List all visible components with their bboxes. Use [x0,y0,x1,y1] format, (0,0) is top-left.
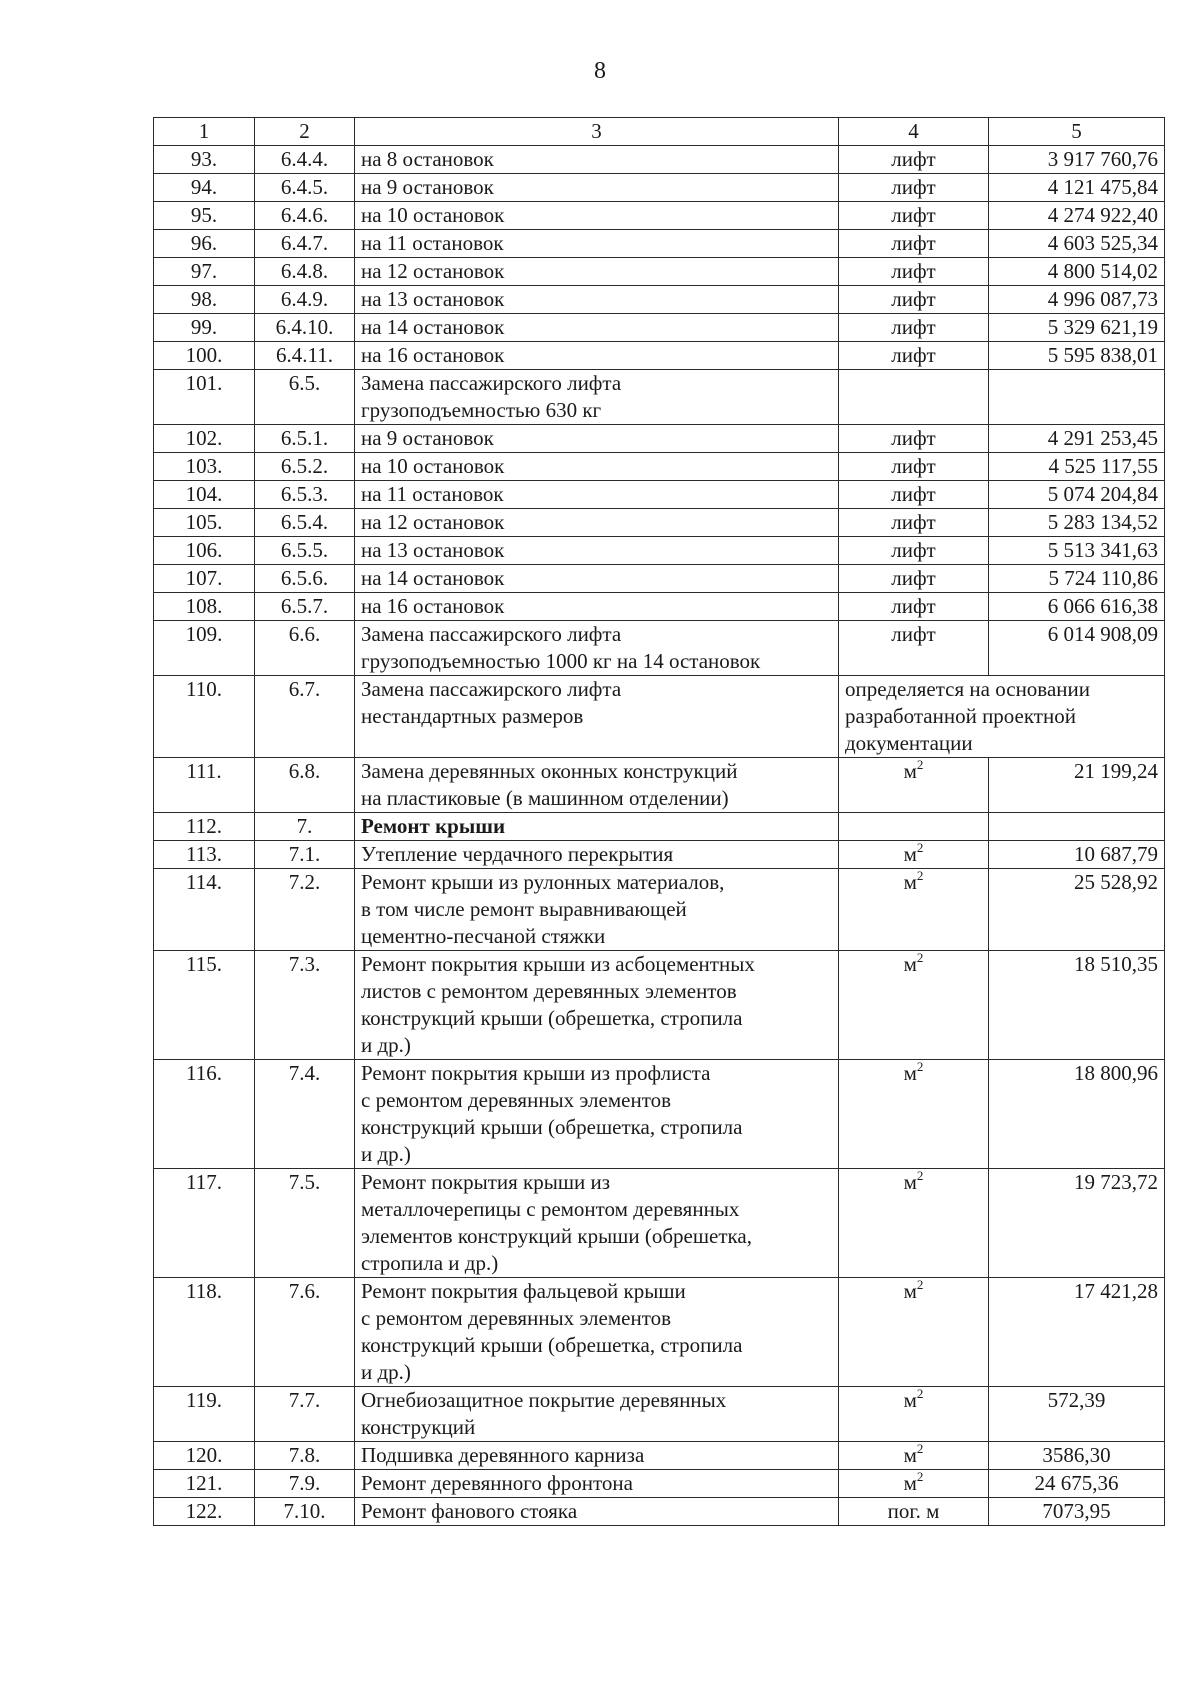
unit-of-measure: лифт [891,482,936,506]
unit-price: 25 528,92 [989,869,1165,951]
unit-of-measure: лифт [891,594,936,618]
work-description [355,314,839,342]
item-code: 6.8. [255,758,355,813]
table-row [154,813,1165,841]
unit-of-measure: м [903,1443,917,1467]
unit-cell [839,565,989,593]
cost-note [839,676,1165,758]
unit-price: 21 199,24 [989,758,1165,813]
table-row [154,951,1165,1060]
work-description-text: на 11 остановок [361,482,504,506]
table-row [154,202,1165,230]
row-number: 97. [154,258,255,286]
table-row [154,314,1165,342]
table-header-row [154,118,1165,146]
work-description-text: Подшивка деревянного карниза [361,1443,645,1467]
item-code: 6.5.3. [255,481,355,509]
unit-of-measure: лифт [891,259,936,283]
unit-of-measure: лифт [891,287,936,311]
unit-price: 5 724 110,86 [989,565,1165,593]
row-number: 104. [154,481,255,509]
unit-price: 5 595 838,01 [989,342,1165,370]
work-description [355,951,839,1060]
work-description [355,1470,839,1498]
table-row [154,1060,1165,1169]
work-description [355,1442,839,1470]
page-number: 8 [594,58,606,84]
work-description [355,425,839,453]
work-description-text: на 10 остановок [361,203,505,227]
work-description [355,676,839,758]
item-code: 6.4.10. [255,314,355,342]
item-code: 6.4.6. [255,202,355,230]
unit-exponent: 2 [916,1386,924,1401]
row-number: 112. [154,813,255,841]
unit-price: 10 687,79 [989,841,1165,869]
work-description [355,758,839,813]
table-row [154,453,1165,481]
table-row [154,258,1165,286]
table-row [154,676,1165,758]
unit-price: 4 291 253,45 [989,425,1165,453]
unit-of-measure: лифт [891,566,936,590]
work-description-text: на 8 остановок [361,147,494,171]
unit-price: 5 329 621,19 [989,314,1165,342]
work-description-text: на 14 остановок [361,315,505,339]
work-description [355,593,839,621]
unit-cell [839,1060,989,1169]
unit-price: 4 525 117,55 [989,453,1165,481]
price-table [153,117,1165,1526]
unit-price: 5 074 204,84 [989,481,1165,509]
work-description [355,342,839,370]
table-row [154,1442,1165,1470]
unit-of-measure: м [903,1471,917,1495]
work-description [355,202,839,230]
table-row [154,1470,1165,1498]
table-row [154,342,1165,370]
item-code: 6.4.8. [255,258,355,286]
table-row [154,758,1165,813]
item-code: 7.4. [255,1060,355,1169]
work-description-text: Ремонт покрытия крыши из металлочерепицы с ремонтом деревянных элементов конструкций крыши (обрешетка, стропила и др.) [361,1170,752,1275]
item-code: 6.5. [255,370,355,425]
work-description-text: Ремонт покрытия фальцевой крыши с ремонтом деревянных элементов конструкций крыши (обрешетка, стропила и др.) [361,1279,743,1384]
unit-price: 5 283 134,52 [989,509,1165,537]
work-description-text: на 16 остановок [361,343,505,367]
work-description [355,509,839,537]
unit-cell [839,758,989,813]
row-number: 99. [154,314,255,342]
unit-cell [839,951,989,1060]
row-number: 107. [154,565,255,593]
unit-cell [839,813,989,841]
unit-of-measure: лифт [891,147,936,171]
unit-cell [839,509,989,537]
work-description [355,841,839,869]
unit-price: 4 121 475,84 [989,174,1165,202]
unit-of-measure: лифт [891,175,936,199]
item-code: 7.9. [255,1470,355,1498]
row-number: 118. [154,1278,255,1387]
item-code: 6.4.11. [255,342,355,370]
unit-of-measure: лифт [891,315,936,339]
unit-of-measure: м [903,952,917,976]
unit-exponent: 2 [916,757,924,772]
work-description-text: на 12 остановок [361,259,505,283]
row-number: 106. [154,537,255,565]
unit-cell [839,146,989,174]
work-description-text: Замена пассажирского лифта грузоподъемностью 1000 кг на 14 остановок [361,622,761,673]
item-code: 7.10. [255,1498,355,1526]
item-code: 7.8. [255,1442,355,1470]
header-col-1: 1 [154,118,255,146]
item-code: 6.4.9. [255,286,355,314]
work-description-text: Ремонт крыши [361,814,506,838]
table-row [154,841,1165,869]
unit-cell [839,1498,989,1526]
table-row [154,1387,1165,1442]
unit-price: 18 510,35 [989,951,1165,1060]
unit-of-measure: лифт [891,622,936,646]
item-code: 6.4.5. [255,174,355,202]
work-description-text: на 13 остановок [361,287,505,311]
item-code: 6.5.2. [255,453,355,481]
unit-cell [839,258,989,286]
unit-cell [839,1169,989,1278]
unit-price: 6 014 908,09 [989,621,1165,676]
item-code: 6.5.1. [255,425,355,453]
work-description-text: на 9 остановок [361,426,494,450]
table-row [154,174,1165,202]
unit-cell [839,593,989,621]
unit-price: 3586,30 [989,1442,1165,1470]
unit-of-measure: лифт [891,426,936,450]
work-description-text: на 9 остановок [361,175,494,199]
unit-cell [839,342,989,370]
work-description [355,1387,839,1442]
work-description [355,1498,839,1526]
unit-price: 4 996 087,73 [989,286,1165,314]
work-description-text: Ремонт покрытия крыши из асбоцементных листов с ремонтом деревянных элементов конструкций крыши (обрешетка, стропила и др.) [361,952,755,1057]
row-number: 115. [154,951,255,1060]
unit-cell [839,841,989,869]
unit-price: 3 917 760,76 [989,146,1165,174]
row-number: 111. [154,758,255,813]
item-code: 7.7. [255,1387,355,1442]
item-code: 6.5.7. [255,593,355,621]
work-description-text: Ремонт фанового стояка [361,1499,578,1523]
row-number: 101. [154,370,255,425]
table-row [154,230,1165,258]
unit-exponent: 2 [916,840,924,855]
item-code: 6.6. [255,621,355,676]
row-number: 119. [154,1387,255,1442]
unit-price: 7073,95 [989,1498,1165,1526]
unit-cell [839,481,989,509]
unit-cell [839,1442,989,1470]
row-number: 121. [154,1470,255,1498]
unit-price: 18 800,96 [989,1060,1165,1169]
unit-cell [839,370,989,425]
table-row [154,370,1165,425]
unit-price: 4 274 922,40 [989,202,1165,230]
work-description-text: на 12 остановок [361,510,505,534]
row-number: 110. [154,676,255,758]
unit-cell [839,230,989,258]
row-number: 113. [154,841,255,869]
work-description [355,258,839,286]
item-code: 6.5.6. [255,565,355,593]
row-number: 114. [154,869,255,951]
item-code: 7. [255,813,355,841]
unit-cell [839,425,989,453]
unit-of-measure: м [903,1061,917,1085]
row-number: 120. [154,1442,255,1470]
unit-price [989,813,1165,841]
unit-exponent: 2 [916,1441,924,1456]
row-number: 95. [154,202,255,230]
row-number: 94. [154,174,255,202]
row-number: 122. [154,1498,255,1526]
unit-price: 17 421,28 [989,1278,1165,1387]
row-number: 93. [154,146,255,174]
work-description-text: Замена деревянных оконных конструкций на пластиковые (в машинном отделении) [361,759,738,810]
work-description-text: Замена пассажирского лифта грузоподъемностью 630 кг [361,371,622,422]
unit-exponent: 2 [916,868,924,883]
unit-price: 572,39 [989,1387,1165,1442]
work-description [355,230,839,258]
item-code: 7.5. [255,1169,355,1278]
item-code: 7.1. [255,841,355,869]
item-code: 6.4.7. [255,230,355,258]
unit-of-measure: м [903,1279,917,1303]
unit-exponent: 2 [916,1168,924,1183]
work-description-text: Замена пассажирского лифта нестандартных размеров [361,677,622,728]
table-row [154,1169,1165,1278]
unit-of-measure: м [903,1388,917,1412]
unit-of-measure: лифт [891,510,936,534]
header-col-4: 4 [839,118,989,146]
unit-of-measure: лифт [891,203,936,227]
unit-exponent: 2 [916,950,924,965]
work-description [355,537,839,565]
item-code: 6.7. [255,676,355,758]
unit-price: 4 603 525,34 [989,230,1165,258]
row-number: 105. [154,509,255,537]
table-row [154,565,1165,593]
work-description-text: Ремонт крыши из рулонных материалов, в том числе ремонт выравнивающей цементно-песчаной стяжки [361,870,725,948]
unit-of-measure: лифт [891,454,936,478]
work-description [355,481,839,509]
work-description [355,453,839,481]
unit-of-measure: лифт [891,538,936,562]
row-number: 108. [154,593,255,621]
item-code: 6.5.5. [255,537,355,565]
unit-cell [839,453,989,481]
table-row [154,537,1165,565]
unit-of-measure: лифт [891,343,936,367]
unit-price: 19 723,72 [989,1169,1165,1278]
work-description [355,1278,839,1387]
unit-exponent: 2 [916,1469,924,1484]
row-number: 117. [154,1169,255,1278]
row-number: 109. [154,621,255,676]
unit-exponent: 2 [916,1277,924,1292]
unit-of-measure: м [903,1170,917,1194]
header-col-5: 5 [989,118,1165,146]
unit-price: 24 675,36 [989,1470,1165,1498]
table-row [154,509,1165,537]
unit-of-measure: м [903,759,917,783]
unit-price: 4 800 514,02 [989,258,1165,286]
table-row [154,621,1165,676]
unit-price [989,370,1165,425]
work-description [355,565,839,593]
unit-cell [839,174,989,202]
work-description [355,1169,839,1278]
work-description-text: на 10 остановок [361,454,505,478]
work-description [355,286,839,314]
unit-cell [839,869,989,951]
row-number: 100. [154,342,255,370]
row-number: 98. [154,286,255,314]
unit-cell [839,1387,989,1442]
row-number: 96. [154,230,255,258]
work-description [355,869,839,951]
work-description-text: Утепление чердачного перекрытия [361,842,674,866]
item-code: 7.2. [255,869,355,951]
unit-cell [839,1470,989,1498]
unit-exponent: 2 [916,1059,924,1074]
table-row [154,146,1165,174]
work-description-text: Ремонт покрытия крыши из профлиста с ремонтом деревянных элементов конструкций крыши (обрешетка, стропила и др.) [361,1061,743,1166]
item-code: 7.3. [255,951,355,1060]
row-number: 103. [154,453,255,481]
table-row [154,286,1165,314]
item-code: 7.6. [255,1278,355,1387]
table-row [154,425,1165,453]
work-description [355,813,839,841]
work-description [355,621,839,676]
work-description-text: на 14 остановок [361,566,505,590]
work-description-text: Ремонт деревянного фронтона [361,1471,633,1495]
work-description [355,1060,839,1169]
unit-cell [839,1278,989,1387]
work-description-text: на 16 остановок [361,594,505,618]
table-row [154,1278,1165,1387]
cost-note-text: определяется на основании разработанной проектной документации [845,677,1090,755]
unit-of-measure: пог. м [887,1499,940,1523]
work-description [355,146,839,174]
unit-cell [839,537,989,565]
unit-cell [839,314,989,342]
unit-cell [839,621,989,676]
work-description [355,174,839,202]
work-description [355,370,839,425]
work-description-text: на 11 остановок [361,231,504,255]
unit-of-measure: м [903,870,917,894]
unit-cell [839,286,989,314]
unit-price: 6 066 616,38 [989,593,1165,621]
item-code: 6.4.4. [255,146,355,174]
unit-price: 5 513 341,63 [989,537,1165,565]
row-number: 102. [154,425,255,453]
item-code: 6.5.4. [255,509,355,537]
unit-of-measure: м [903,842,917,866]
row-number: 116. [154,1060,255,1169]
table-row [154,1498,1165,1526]
header-col-3: 3 [355,118,839,146]
header-col-2: 2 [255,118,355,146]
work-description-text: на 13 остановок [361,538,505,562]
table-row [154,481,1165,509]
unit-cell [839,202,989,230]
work-description-text: Огнебиозащитное покрытие деревянных конструкций [361,1388,727,1439]
table-row [154,593,1165,621]
unit-of-measure: лифт [891,231,936,255]
table-row [154,869,1165,951]
